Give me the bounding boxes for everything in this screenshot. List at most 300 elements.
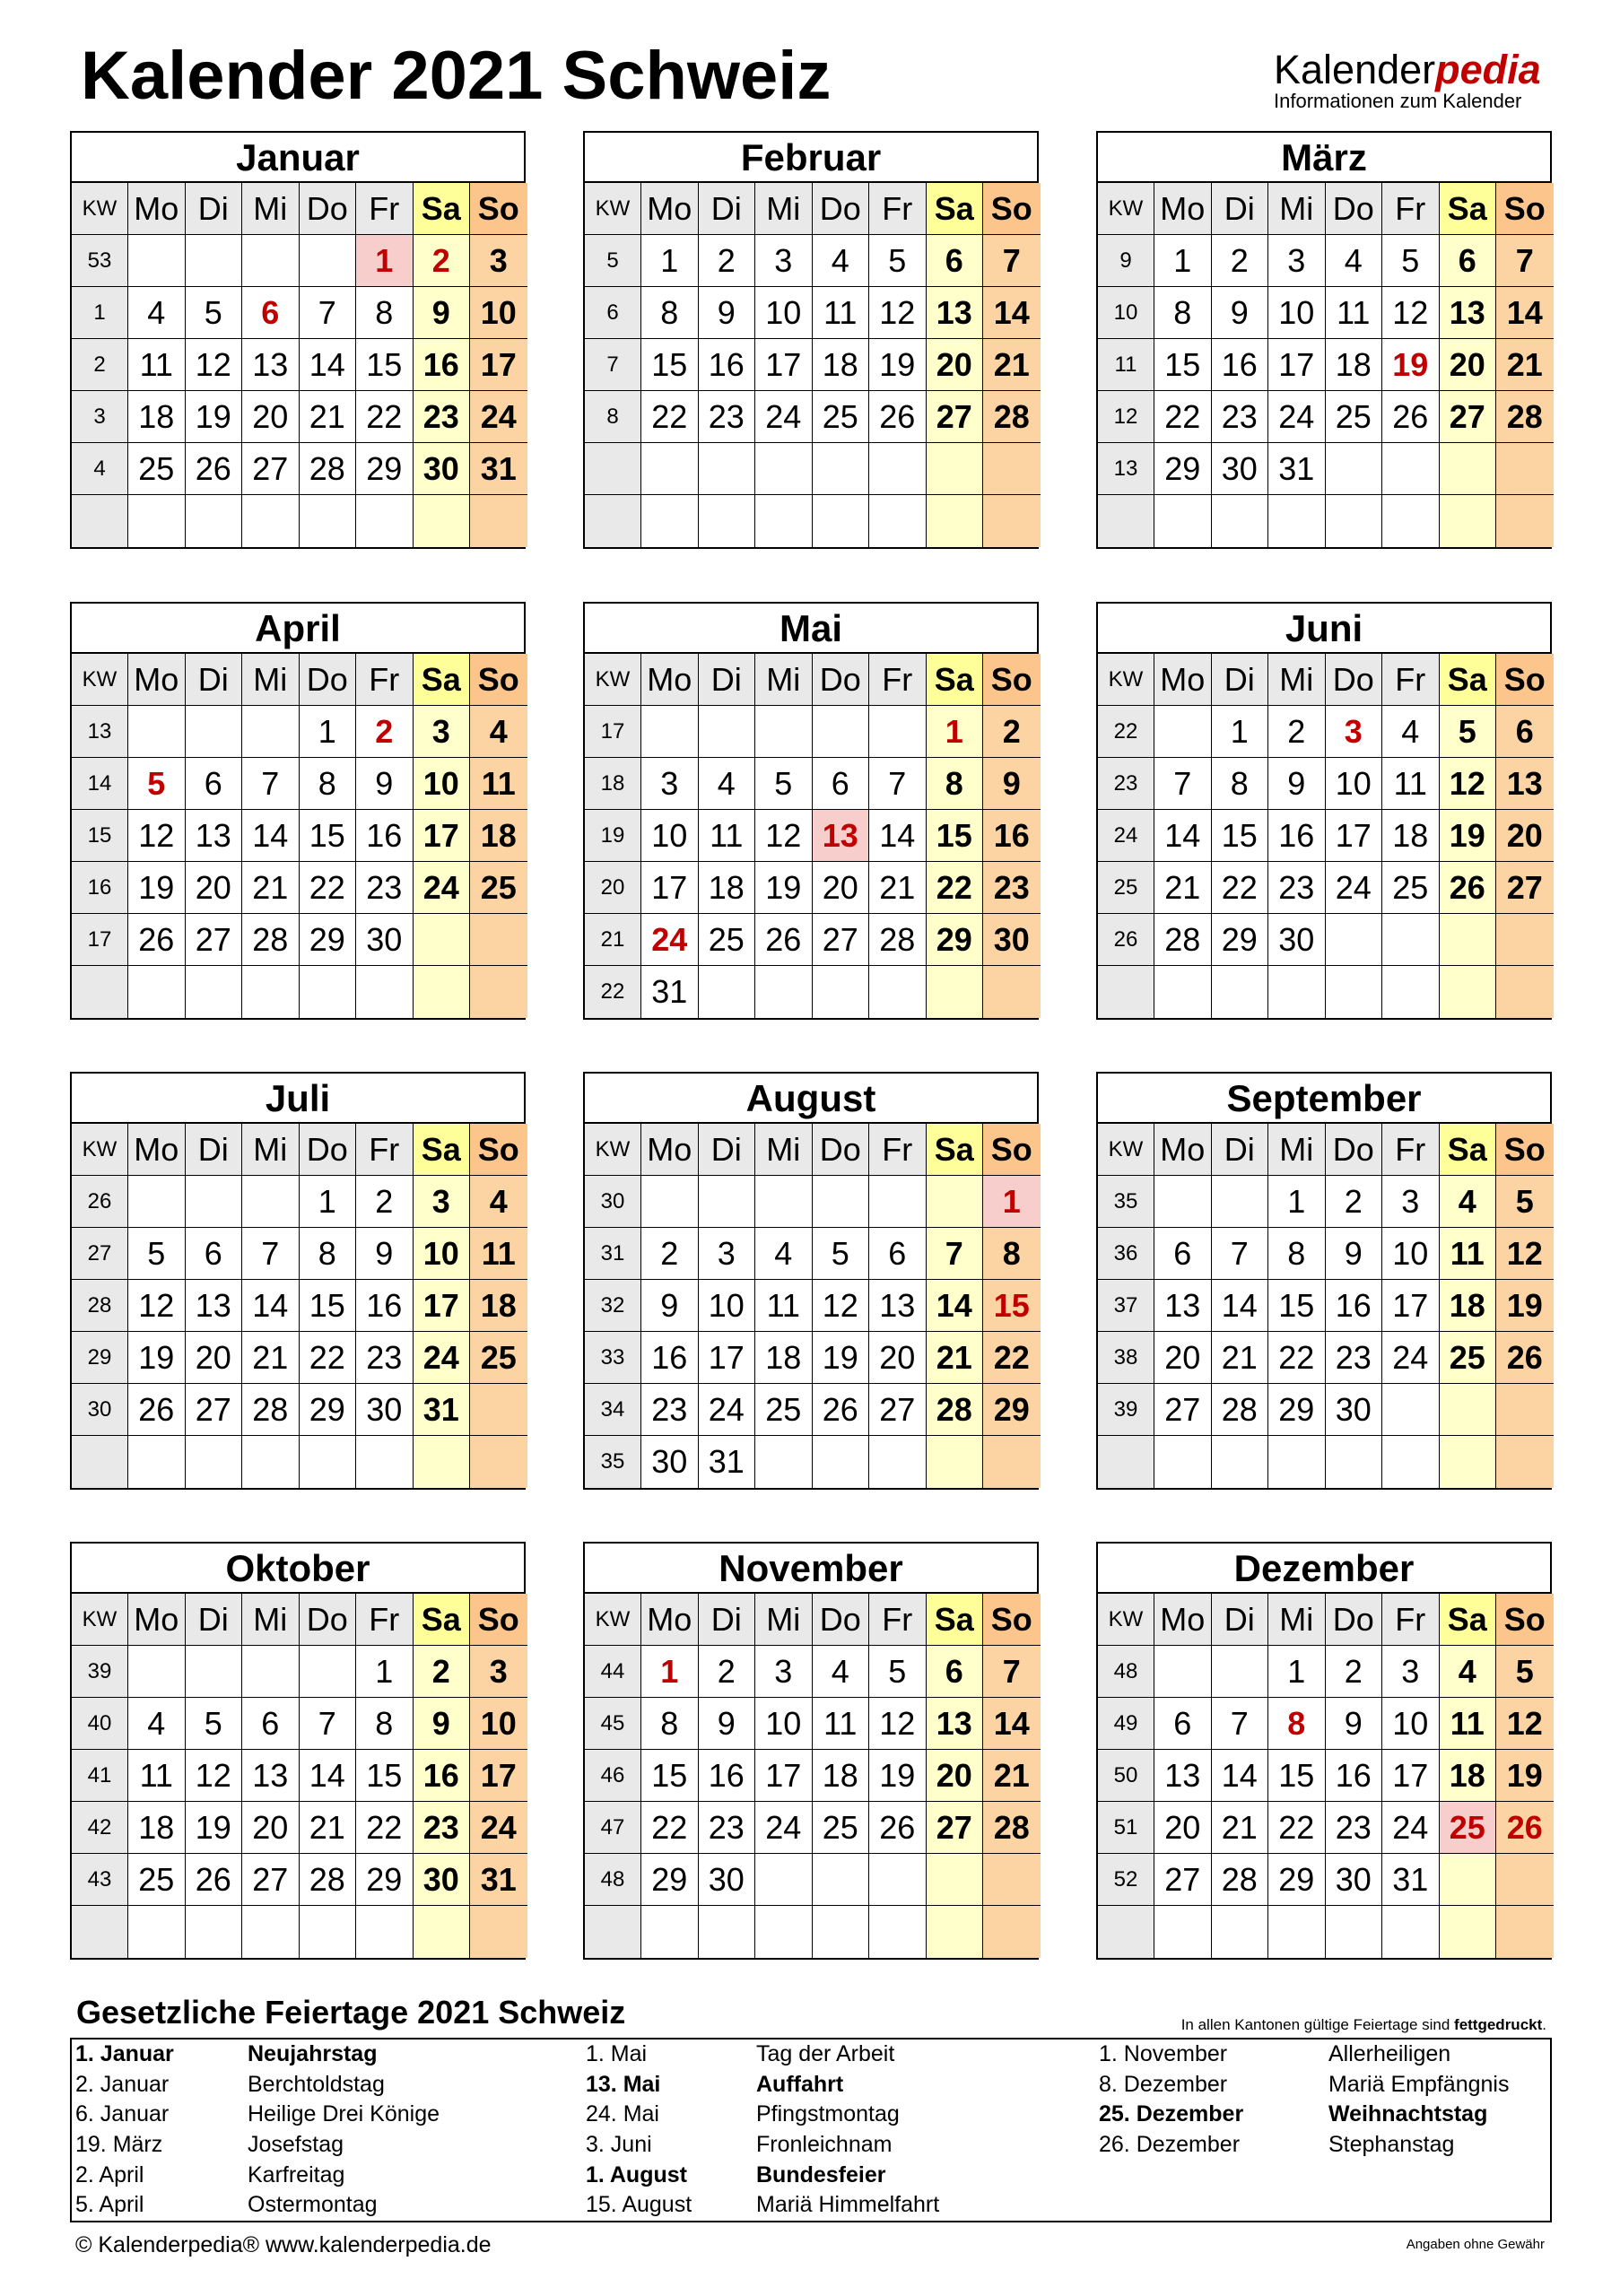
empty-day-cell <box>641 1176 699 1228</box>
week-number: 27 <box>72 1228 128 1280</box>
day-cell: 8 <box>356 287 414 339</box>
day-cell: 4 <box>470 706 527 758</box>
day-cell: 18 <box>813 339 870 391</box>
weekday-header: Di <box>186 654 243 706</box>
week-number: 28 <box>72 1280 128 1332</box>
day-cell: 23 <box>1326 1332 1383 1384</box>
holidays-note-prefix: In allen Kantonen gültige Feiertage sind <box>1180 2016 1455 2033</box>
day-cell: 13 <box>1154 1280 1212 1332</box>
day-cell: 30 <box>1326 1854 1383 1906</box>
week-number: 21 <box>585 914 641 966</box>
day-cell: 8 <box>1212 758 1269 810</box>
empty-day-cell <box>470 1384 527 1436</box>
day-cell: 16 <box>356 810 414 862</box>
day-cell: 12 <box>1496 1228 1554 1280</box>
day-cell: 12 <box>186 1750 243 1802</box>
empty-day-cell <box>869 443 927 495</box>
day-cell: 14 <box>983 1698 1041 1750</box>
empty-day-cell <box>641 443 699 495</box>
weekday-header: Sa <box>1440 654 1497 706</box>
month-februar <box>583 131 1039 549</box>
empty-day-cell <box>1440 1906 1497 1958</box>
day-cell: 23 <box>356 862 414 914</box>
day-cell: 1 <box>1268 1646 1326 1698</box>
holidays-note-suffix: . <box>1542 2016 1546 2033</box>
weekday-header: Di <box>699 1124 756 1176</box>
day-cell: 31 <box>470 1854 527 1906</box>
empty-day-cell <box>927 1906 984 1958</box>
day-cell: 30 <box>414 1854 471 1906</box>
empty-day-cell <box>1440 1436 1497 1488</box>
empty-day-cell <box>983 495 1041 547</box>
weekday-header: So <box>470 1594 527 1646</box>
day-cell: 24 <box>699 1384 756 1436</box>
empty-day-cell <box>1212 1176 1269 1228</box>
day-cell: 17 <box>641 862 699 914</box>
kw-header: KW <box>72 1124 128 1176</box>
empty-day-cell <box>242 1906 300 1958</box>
weekday-header: Fr <box>356 183 414 235</box>
empty-day-cell <box>699 443 756 495</box>
empty-day-cell <box>1154 1906 1212 1958</box>
day-cell: 26 <box>869 1802 927 1854</box>
day-cell: 3 <box>470 235 527 287</box>
empty-day-cell <box>1268 1436 1326 1488</box>
holiday-name: Fronleichnam <box>756 2132 893 2158</box>
week-number: 14 <box>72 758 128 810</box>
empty-day-cell <box>186 1176 243 1228</box>
empty-day-cell <box>1326 914 1383 966</box>
weekday-header: Mo <box>641 1124 699 1176</box>
week-number: 19 <box>585 810 641 862</box>
empty-day-cell <box>699 1176 756 1228</box>
day-cell: 12 <box>128 1280 186 1332</box>
brand-name-plain: Kalender <box>1274 47 1436 92</box>
week-number <box>1098 966 1154 1018</box>
week-number: 23 <box>1098 758 1154 810</box>
weekday-header: Mo <box>1154 1594 1212 1646</box>
weekday-header: Mi <box>1268 183 1326 235</box>
week-number <box>585 443 641 495</box>
day-cell: 6 <box>869 1228 927 1280</box>
day-cell: 26 <box>813 1384 870 1436</box>
day-cell: 24 <box>755 1802 813 1854</box>
day-cell: 21 <box>983 1750 1041 1802</box>
day-cell: 2 <box>414 235 471 287</box>
day-cell: 22 <box>300 1332 357 1384</box>
weekday-header: Di <box>1212 654 1269 706</box>
weekday-header: Sa <box>927 1594 984 1646</box>
empty-day-cell <box>1326 1906 1383 1958</box>
weekday-header: Mo <box>641 654 699 706</box>
holiday-date: 1. November <box>1099 2041 1228 2066</box>
empty-day-cell <box>242 1176 300 1228</box>
day-cell: 26 <box>869 391 927 443</box>
week-number <box>1098 1906 1154 1958</box>
day-cell: 30 <box>414 443 471 495</box>
weekday-header: Mo <box>641 183 699 235</box>
month-grid <box>72 183 524 547</box>
weekday-header: Sa <box>1440 1124 1497 1176</box>
weekday-header: Sa <box>414 1594 471 1646</box>
day-cell: 3 <box>414 706 471 758</box>
holidays-column <box>75 2039 524 2221</box>
day-cell: 11 <box>128 1750 186 1802</box>
week-number: 1 <box>72 287 128 339</box>
day-cell: 18 <box>1440 1750 1497 1802</box>
weekday-header: So <box>983 183 1041 235</box>
holiday-row <box>75 2161 524 2191</box>
day-cell: 1 <box>1154 235 1212 287</box>
day-cell: 26 <box>755 914 813 966</box>
day-cell: 29 <box>983 1384 1041 1436</box>
day-cell: 26 <box>1440 862 1497 914</box>
day-cell: 9 <box>356 758 414 810</box>
empty-day-cell <box>186 1646 243 1698</box>
day-cell: 8 <box>983 1228 1041 1280</box>
month-grid <box>1098 183 1550 547</box>
day-cell: 9 <box>983 758 1041 810</box>
day-cell: 5 <box>128 1228 186 1280</box>
empty-day-cell <box>813 1176 870 1228</box>
day-cell: 6 <box>1154 1698 1212 1750</box>
weekday-header: Mo <box>128 1594 186 1646</box>
day-cell: 15 <box>983 1280 1041 1332</box>
day-cell: 17 <box>414 810 471 862</box>
month-grid <box>72 1124 524 1488</box>
day-cell: 7 <box>242 1228 300 1280</box>
day-cell: 4 <box>128 287 186 339</box>
day-cell: 3 <box>470 1646 527 1698</box>
day-cell: 9 <box>414 287 471 339</box>
day-cell: 20 <box>1154 1802 1212 1854</box>
holiday-row <box>1099 2070 1547 2100</box>
day-cell: 17 <box>755 1750 813 1802</box>
day-cell: 11 <box>813 287 870 339</box>
holiday-name: Bundesfeier <box>756 2161 886 2187</box>
weekday-header: Mi <box>1268 1594 1326 1646</box>
day-cell: 17 <box>1382 1280 1440 1332</box>
empty-day-cell <box>186 966 243 1018</box>
week-number <box>1098 1436 1154 1488</box>
kw-header: KW <box>1098 654 1154 706</box>
day-cell: 21 <box>869 862 927 914</box>
day-cell: 22 <box>1268 1802 1326 1854</box>
day-cell: 7 <box>927 1228 984 1280</box>
weekday-header: Mo <box>641 1594 699 1646</box>
empty-day-cell <box>242 966 300 1018</box>
weekday-header: Sa <box>927 183 984 235</box>
footer-copyright[interactable]: © Kalenderpedia® www.kalenderpedia.de <box>75 2232 492 2257</box>
weekday-header: Di <box>186 1594 243 1646</box>
month-april <box>70 602 526 1020</box>
day-cell: 15 <box>356 1750 414 1802</box>
holiday-name: Stephanstag <box>1328 2132 1455 2158</box>
day-cell: 11 <box>1440 1698 1497 1750</box>
day-cell: 21 <box>1212 1332 1269 1384</box>
week-number: 30 <box>72 1384 128 1436</box>
day-cell: 5 <box>128 758 186 810</box>
day-cell: 5 <box>869 1646 927 1698</box>
weekday-header: So <box>1496 183 1554 235</box>
day-cell: 28 <box>242 914 300 966</box>
month-name: März <box>1098 133 1550 183</box>
empty-day-cell <box>755 443 813 495</box>
day-cell: 14 <box>927 1280 984 1332</box>
day-cell: 4 <box>128 1698 186 1750</box>
day-cell: 23 <box>699 391 756 443</box>
day-cell: 8 <box>1268 1228 1326 1280</box>
month-grid <box>585 1594 1037 1958</box>
day-cell: 11 <box>813 1698 870 1750</box>
day-cell: 25 <box>813 391 870 443</box>
day-cell: 18 <box>1440 1280 1497 1332</box>
day-cell: 7 <box>983 235 1041 287</box>
day-cell: 15 <box>1268 1280 1326 1332</box>
empty-day-cell <box>1496 914 1554 966</box>
day-cell: 30 <box>983 914 1041 966</box>
day-cell: 31 <box>699 1436 756 1488</box>
empty-day-cell <box>1268 495 1326 547</box>
week-number: 45 <box>585 1698 641 1750</box>
day-cell: 6 <box>1496 706 1554 758</box>
empty-day-cell <box>1326 443 1383 495</box>
empty-day-cell <box>1212 1436 1269 1488</box>
empty-day-cell <box>1440 495 1497 547</box>
day-cell: 6 <box>927 235 984 287</box>
empty-day-cell <box>755 706 813 758</box>
day-cell: 31 <box>470 443 527 495</box>
empty-day-cell <box>869 1176 927 1228</box>
day-cell: 21 <box>1212 1802 1269 1854</box>
day-cell: 11 <box>1440 1228 1497 1280</box>
holiday-row <box>586 2130 1034 2161</box>
day-cell: 25 <box>1440 1332 1497 1384</box>
weekday-header: Di <box>1212 1124 1269 1176</box>
day-cell: 1 <box>927 706 984 758</box>
weekday-header: Do <box>300 1124 357 1176</box>
kw-header: KW <box>72 183 128 235</box>
day-cell: 11 <box>755 1280 813 1332</box>
empty-day-cell <box>1268 1906 1326 1958</box>
day-cell: 29 <box>1154 443 1212 495</box>
empty-day-cell <box>699 495 756 547</box>
holiday-date: 5. April <box>75 2192 144 2218</box>
day-cell: 8 <box>641 1698 699 1750</box>
day-cell: 1 <box>641 235 699 287</box>
weekday-header: Mi <box>242 654 300 706</box>
day-cell: 11 <box>1326 287 1383 339</box>
day-cell: 3 <box>755 1646 813 1698</box>
week-number: 35 <box>585 1436 641 1488</box>
week-number: 13 <box>72 706 128 758</box>
day-cell: 19 <box>128 1332 186 1384</box>
weekday-header: Fr <box>1382 1594 1440 1646</box>
day-cell: 30 <box>1326 1384 1383 1436</box>
month-dezember <box>1096 1542 1552 1960</box>
day-cell: 15 <box>300 1280 357 1332</box>
day-cell: 29 <box>1268 1854 1326 1906</box>
day-cell: 22 <box>983 1332 1041 1384</box>
empty-day-cell <box>128 706 186 758</box>
holiday-date: 8. Dezember <box>1099 2071 1228 2097</box>
week-number: 31 <box>585 1228 641 1280</box>
holidays-title: Gesetzliche Feiertage 2021 Schweiz <box>76 1994 626 2031</box>
empty-day-cell <box>300 966 357 1018</box>
week-number: 34 <box>585 1384 641 1436</box>
week-number: 6 <box>585 287 641 339</box>
empty-day-cell <box>242 1436 300 1488</box>
day-cell: 19 <box>1440 810 1497 862</box>
weekday-header: Mi <box>755 1124 813 1176</box>
day-cell: 24 <box>1382 1802 1440 1854</box>
day-cell: 19 <box>869 339 927 391</box>
week-number: 41 <box>72 1750 128 1802</box>
day-cell: 2 <box>1326 1176 1383 1228</box>
weekday-header: So <box>470 654 527 706</box>
holiday-row <box>75 2130 524 2161</box>
day-cell: 19 <box>186 391 243 443</box>
empty-day-cell <box>1440 1854 1497 1906</box>
day-cell: 24 <box>1326 862 1383 914</box>
week-number: 48 <box>1098 1646 1154 1698</box>
month-grid <box>1098 1594 1550 1958</box>
empty-day-cell <box>300 495 357 547</box>
empty-day-cell <box>813 443 870 495</box>
week-number: 43 <box>72 1854 128 1906</box>
empty-day-cell <box>356 1906 414 1958</box>
weekday-header: Fr <box>869 1124 927 1176</box>
day-cell: 20 <box>186 1332 243 1384</box>
weekday-header: Mi <box>242 183 300 235</box>
day-cell: 19 <box>1496 1750 1554 1802</box>
week-number: 46 <box>585 1750 641 1802</box>
day-cell: 25 <box>1440 1802 1497 1854</box>
weekday-header: So <box>983 654 1041 706</box>
empty-day-cell <box>128 1436 186 1488</box>
week-number: 7 <box>585 339 641 391</box>
day-cell: 2 <box>356 706 414 758</box>
day-cell: 16 <box>1212 339 1269 391</box>
day-cell: 17 <box>1382 1750 1440 1802</box>
weekday-header: Di <box>1212 183 1269 235</box>
week-number: 35 <box>1098 1176 1154 1228</box>
day-cell: 15 <box>641 1750 699 1802</box>
weekday-header: So <box>1496 1594 1554 1646</box>
day-cell: 20 <box>242 391 300 443</box>
day-cell: 13 <box>869 1280 927 1332</box>
week-number: 12 <box>1098 391 1154 443</box>
day-cell: 19 <box>128 862 186 914</box>
day-cell: 11 <box>470 758 527 810</box>
weekday-header: Mo <box>1154 654 1212 706</box>
holiday-date: 1. Mai <box>586 2041 648 2066</box>
day-cell: 29 <box>1268 1384 1326 1436</box>
day-cell: 24 <box>641 914 699 966</box>
day-cell: 26 <box>186 443 243 495</box>
day-cell: 9 <box>1268 758 1326 810</box>
empty-day-cell <box>186 495 243 547</box>
day-cell: 1 <box>983 1176 1041 1228</box>
day-cell: 7 <box>983 1646 1041 1698</box>
day-cell: 14 <box>1212 1750 1269 1802</box>
month-märz <box>1096 131 1552 549</box>
month-grid <box>585 1124 1037 1488</box>
empty-day-cell <box>1154 1436 1212 1488</box>
month-name: September <box>1098 1074 1550 1124</box>
week-number: 26 <box>72 1176 128 1228</box>
weekday-header: Do <box>1326 1594 1383 1646</box>
day-cell: 13 <box>242 1750 300 1802</box>
day-cell: 18 <box>813 1750 870 1802</box>
empty-day-cell <box>1212 495 1269 547</box>
day-cell: 8 <box>300 758 357 810</box>
day-cell: 20 <box>927 1750 984 1802</box>
month-grid <box>1098 1124 1550 1488</box>
empty-day-cell <box>186 235 243 287</box>
day-cell: 14 <box>300 339 357 391</box>
week-number: 39 <box>72 1646 128 1698</box>
month-name: Mai <box>585 604 1037 654</box>
empty-day-cell <box>1154 495 1212 547</box>
holiday-name: Weihnachtstag <box>1328 2101 1488 2127</box>
weekday-header: Do <box>813 1594 870 1646</box>
empty-day-cell <box>414 495 471 547</box>
empty-day-cell <box>927 966 984 1018</box>
weekday-header: Mo <box>128 183 186 235</box>
empty-day-cell <box>755 495 813 547</box>
day-cell: 18 <box>1326 339 1383 391</box>
day-cell: 13 <box>186 1280 243 1332</box>
day-cell: 31 <box>641 966 699 1018</box>
week-number: 22 <box>1098 706 1154 758</box>
day-cell: 14 <box>242 1280 300 1332</box>
day-cell: 21 <box>983 339 1041 391</box>
day-cell: 16 <box>983 810 1041 862</box>
weekday-header: Di <box>1212 1594 1269 1646</box>
day-cell: 17 <box>755 339 813 391</box>
day-cell: 6 <box>813 758 870 810</box>
empty-day-cell <box>1154 1176 1212 1228</box>
month-name: August <box>585 1074 1037 1124</box>
day-cell: 18 <box>470 810 527 862</box>
day-cell: 19 <box>869 1750 927 1802</box>
weekday-header: Fr <box>1382 1124 1440 1176</box>
day-cell: 29 <box>300 1384 357 1436</box>
day-cell: 29 <box>356 443 414 495</box>
day-cell: 7 <box>1212 1698 1269 1750</box>
holiday-name: Auffahrt <box>756 2071 844 2097</box>
day-cell: 18 <box>699 862 756 914</box>
empty-day-cell <box>983 1854 1041 1906</box>
empty-day-cell <box>813 1906 870 1958</box>
day-cell: 28 <box>1212 1384 1269 1436</box>
empty-day-cell <box>128 966 186 1018</box>
empty-day-cell <box>983 966 1041 1018</box>
empty-day-cell <box>1382 1906 1440 1958</box>
day-cell: 4 <box>1440 1176 1497 1228</box>
day-cell: 20 <box>1440 339 1497 391</box>
holiday-date: 1. August <box>586 2161 687 2187</box>
day-cell: 12 <box>128 810 186 862</box>
week-number: 17 <box>72 914 128 966</box>
empty-day-cell <box>414 1436 471 1488</box>
holiday-row <box>586 2070 1034 2100</box>
day-cell: 2 <box>1326 1646 1383 1698</box>
day-cell: 23 <box>1268 862 1326 914</box>
empty-day-cell <box>1496 1854 1554 1906</box>
month-name: November <box>585 1544 1037 1594</box>
